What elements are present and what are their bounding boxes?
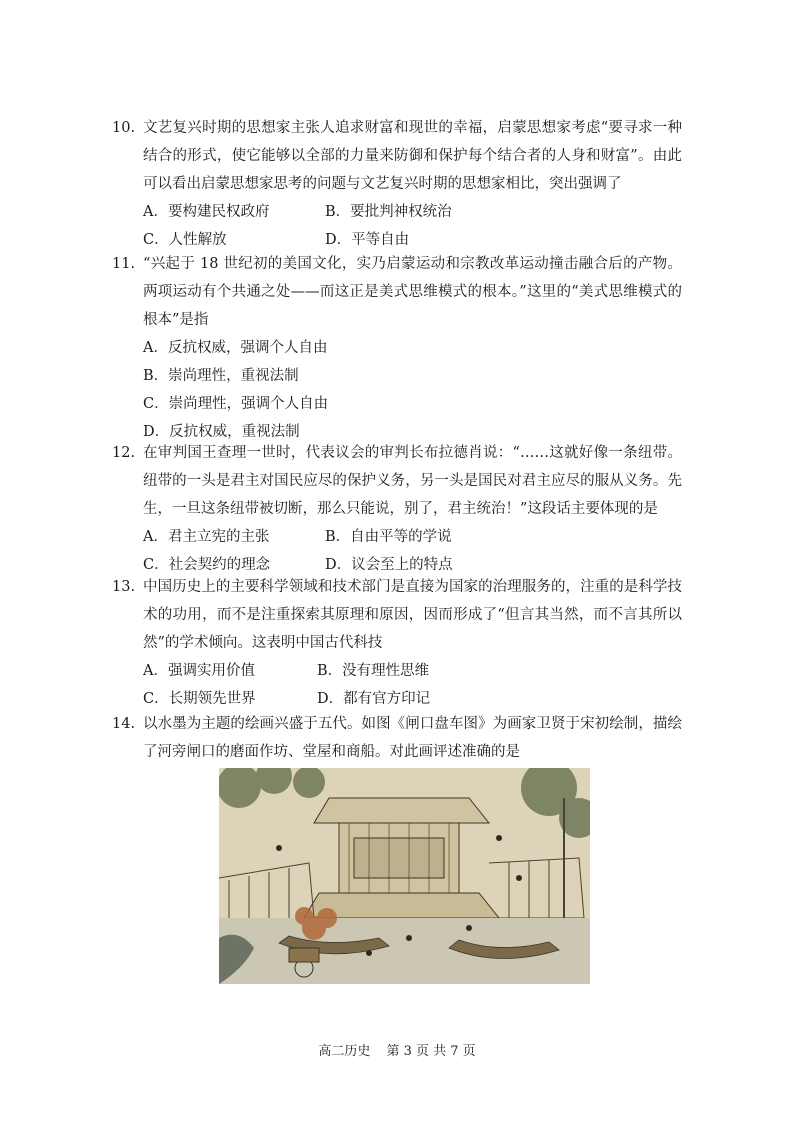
option-b[interactable]: B．要批判神权统治 [325, 204, 452, 220]
question-11 [112, 250, 682, 446]
question-13 [112, 573, 682, 713]
option-c[interactable]: C．崇尚理性，强调个人自由 [143, 396, 329, 412]
option-b[interactable]: B．崇尚理性，重视法制 [143, 368, 299, 384]
options-column [143, 334, 682, 446]
question-stem: “兴起于 18 世纪初的美国文化，实乃启蒙运动和宗教改革运动撞击融合后的产物。两项运动有个共通之处——而这正是美式思维模式的根本。”这里的“美式思维模式的根本”是指 [143, 256, 682, 328]
option-c[interactable]: C．社会契约的理念 [143, 557, 271, 573]
page-footer [0, 1040, 794, 1059]
option-b[interactable]: B．自由平等的学说 [325, 529, 452, 545]
option-d[interactable]: D．反抗权威，重视法制 [143, 424, 300, 440]
question-stem: 在审判国王查理一世时，代表议会的审判长布拉德肖说：“……这就好像一条纽带。纽带的一头是君主对国民应尽的保护义务，另一头是国民对君主应尽的服从义务。先生，一旦这条纽带被切断，那么只能说，别了，君主统治！”这段话主要体现的是 [143, 445, 682, 517]
option-b[interactable]: B．没有理性思维 [317, 663, 430, 679]
page-number: 第 3 页 共 7 页 [386, 1044, 476, 1059]
painting-illustration [219, 768, 590, 984]
option-d[interactable]: D．平等自由 [325, 232, 410, 248]
option-d[interactable]: D．议会至上的特点 [325, 557, 453, 573]
question-number: 13. [112, 579, 136, 595]
option-a[interactable]: A．反抗权威，强调个人自由 [143, 340, 328, 356]
option-d[interactable]: D．都有官方印记 [317, 691, 431, 707]
question-number: 10. [112, 120, 136, 136]
question-number: 14. [112, 716, 136, 732]
options-row [143, 685, 682, 713]
question-12 [112, 439, 682, 579]
option-c[interactable]: C．人性解放 [143, 232, 227, 248]
question-stem: 以水墨为主题的绘画兴盛于五代。如图《闸口盘车图》为画家卫贤于宋初绘制，描绘了河旁闸口的磨面作坊、堂屋和商船。对此画评述准确的是 [143, 716, 682, 760]
question-10 [112, 114, 682, 254]
option-a[interactable]: A．强调实用价值 [143, 663, 255, 679]
question-stem: 文艺复兴时期的思想家主张人追求财富和现世的幸福，启蒙思想家考虑“要寻求一种结合的形式，使它能够以全部的力量来防御和保护每个结合者的人身和财富”。由此可以看出启蒙思想家思考的问题与文艺复兴时期的思想家相比，突出强调了 [143, 120, 682, 192]
options-row [143, 523, 682, 551]
options-row [143, 657, 682, 685]
option-a[interactable]: A．君主立宪的主张 [143, 529, 270, 545]
subject-label: 高二历史 [318, 1044, 371, 1059]
question-stem: 中国历史上的主要科学领域和技术部门是直接为国家的治理服务的，注重的是科学技术的功用，而不是注重探索其原理和原因，因而形成了“但言其当然，而不言其所以然”的学术倾向。这表明中国古代科技 [143, 579, 682, 651]
question-number: 12. [112, 445, 136, 461]
options-row [143, 198, 682, 226]
option-a[interactable]: A．要构建民权政府 [143, 204, 270, 220]
option-c[interactable]: C．长期领先世界 [143, 691, 256, 707]
question-number: 11. [112, 256, 136, 272]
question-14 [112, 710, 682, 766]
